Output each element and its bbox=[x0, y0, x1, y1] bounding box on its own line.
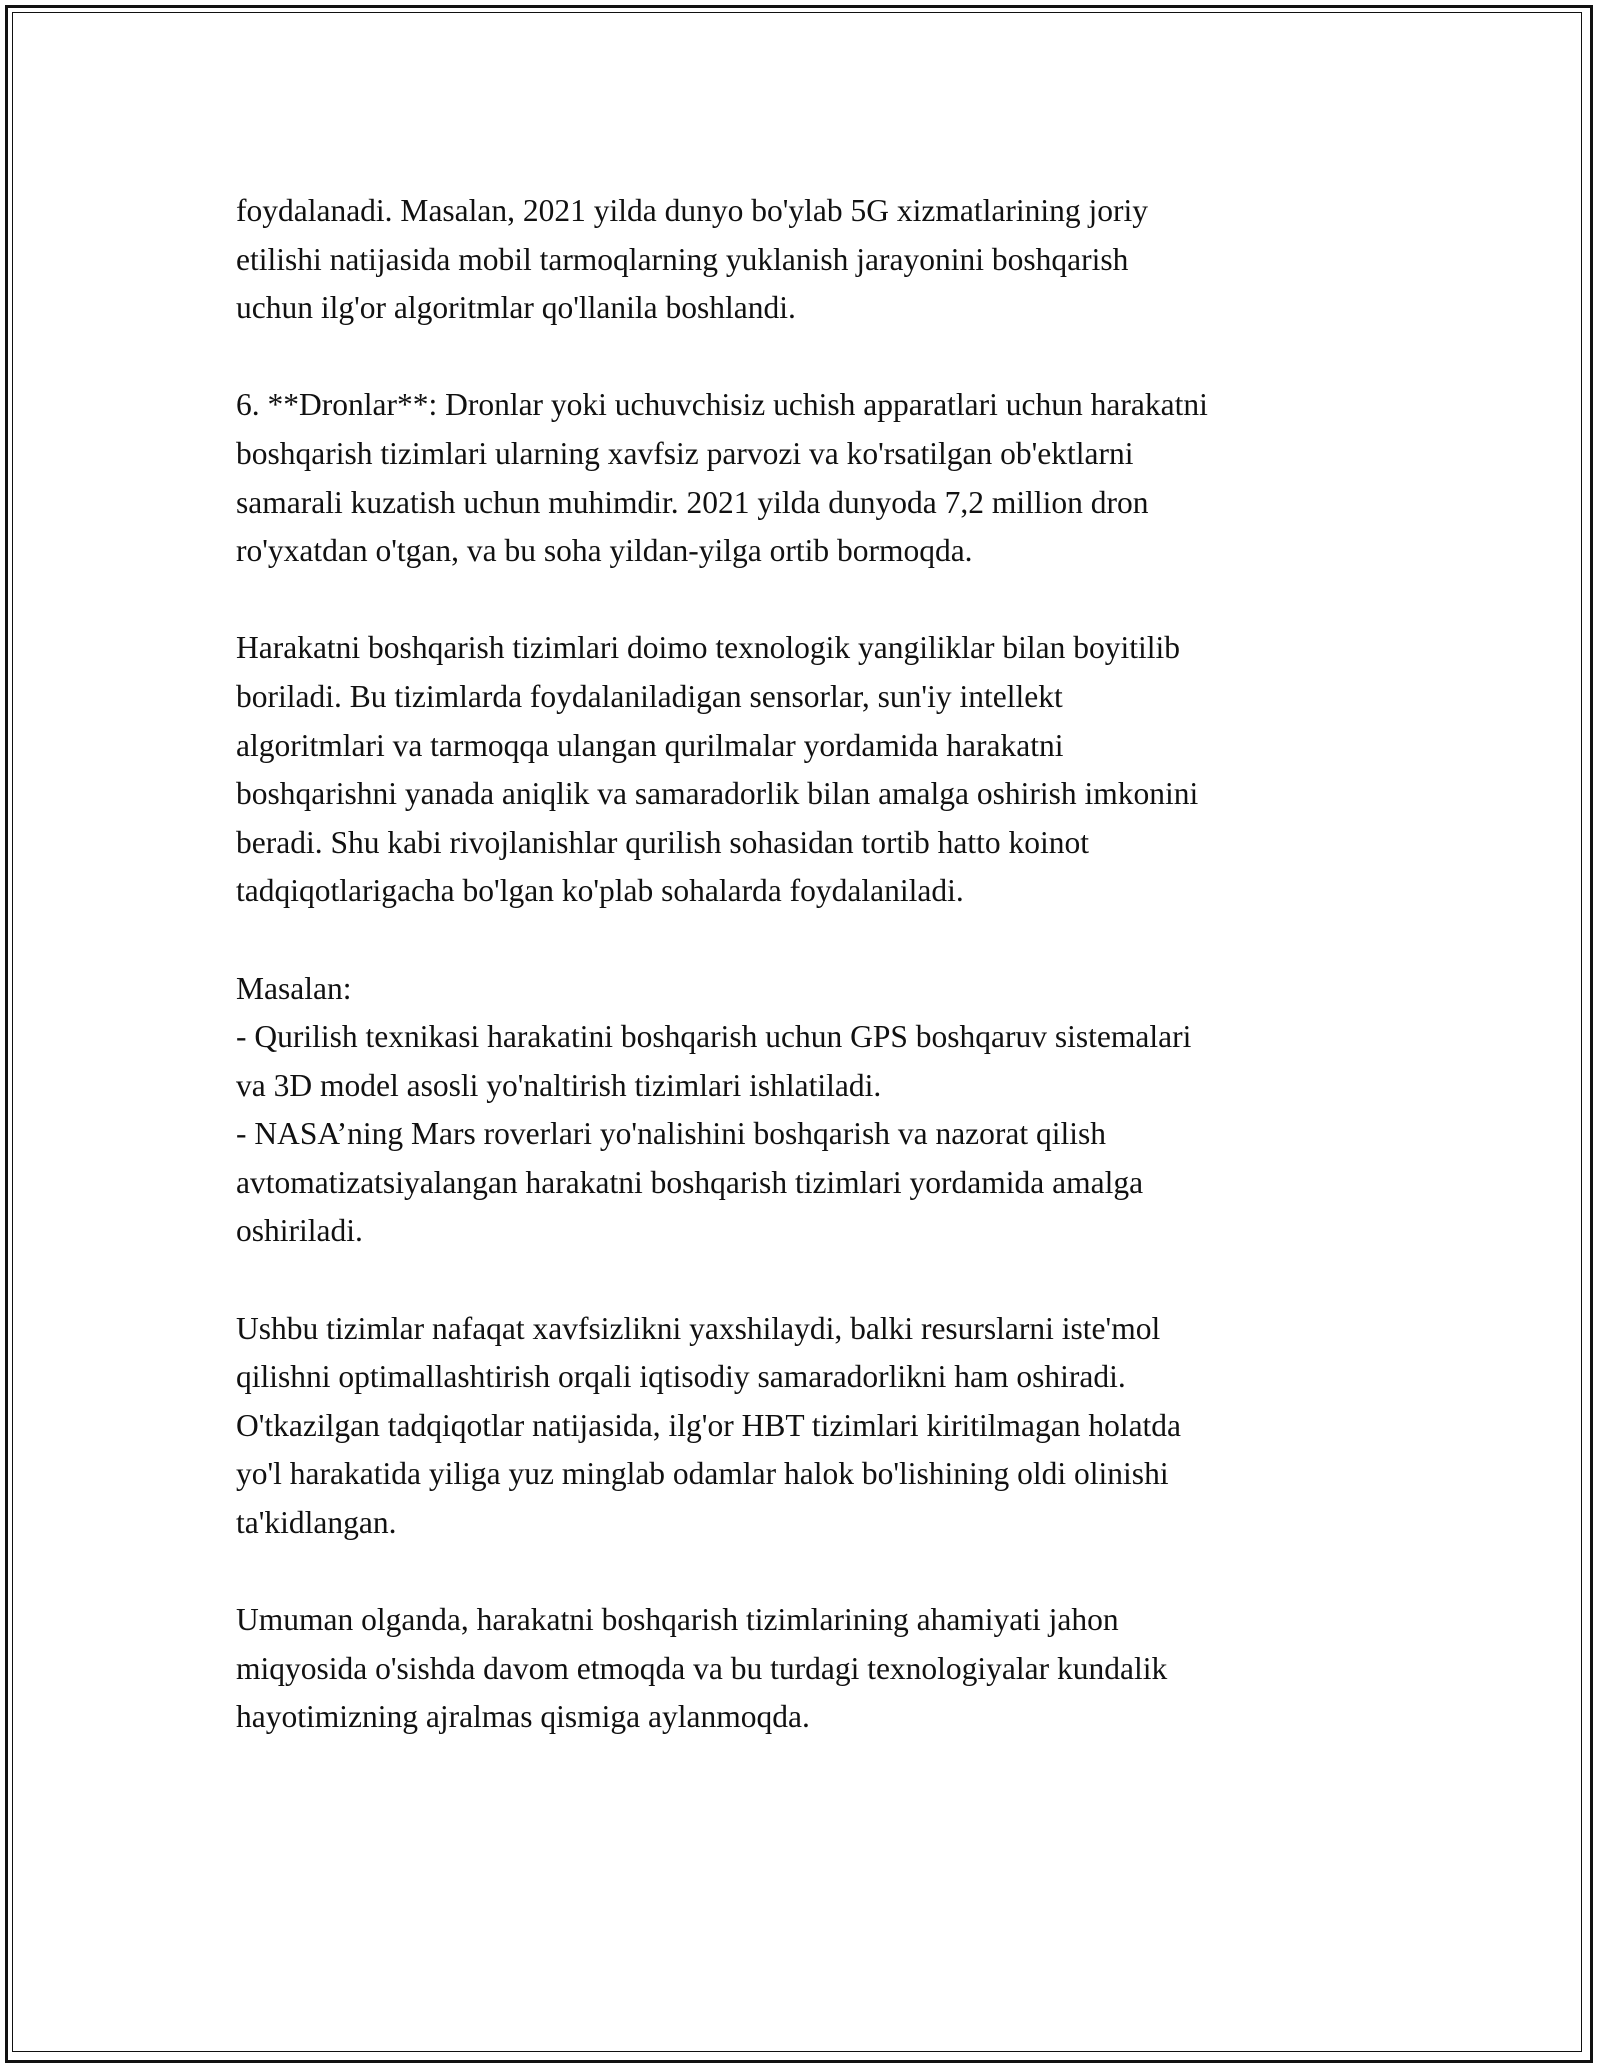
text-line: qilishni optimallashtirish orqali iqtisodiy samaradorlikni ham oshiradi. bbox=[236, 1359, 1126, 1395]
paragraph bbox=[236, 187, 1396, 333]
text-line: 6. **Dronlar**: Dronlar yoki uchuvchisiz uchish apparatlari uchun harakatni bbox=[236, 387, 1208, 423]
paragraph bbox=[236, 1305, 1396, 1548]
text-line: avtomatizatsiyalangan harakatni boshqarish tizimlari yordamida amalga bbox=[236, 1164, 1144, 1200]
text-line: miqyosida o'sishda davom etmoqda va bu turdagi texnologiyalar kundalik bbox=[236, 1650, 1168, 1686]
paragraph-gap bbox=[236, 916, 1396, 965]
text-line: Harakatni boshqarish tizimlari doimo texnologik yangiliklar bilan boyitilib bbox=[236, 630, 1180, 666]
document-body bbox=[236, 187, 1396, 1742]
text-line: Ushbu tizimlar nafaqat xavfsizlikni yaxshilaydi, balki resurslarni iste'mol bbox=[236, 1310, 1161, 1346]
text-line: Masalan: bbox=[236, 970, 352, 1006]
text-line: Umuman olganda, harakatni boshqarish tizimlarining ahamiyati jahon bbox=[236, 1602, 1119, 1638]
text-line: samarali kuzatish uchun muhimdir. 2021 yilda dunyoda 7,2 million dron bbox=[236, 484, 1149, 520]
text-line: uchun ilg'or algoritmlar qo'llanila boshlandi. bbox=[236, 290, 796, 326]
paragraph-gap bbox=[236, 1256, 1396, 1305]
paragraph bbox=[236, 965, 1396, 1257]
paragraph bbox=[236, 381, 1396, 575]
list-item: - NASA’ning Mars roverlari yo'nalishini boshqarish va nazorat qilish bbox=[236, 1116, 1107, 1152]
text-line: boshqarishni yanada aniqlik va samaradorlik bilan amalga oshirish imkonini bbox=[236, 776, 1199, 812]
list-item: - Qurilish texnikasi harakatini boshqarish uchun GPS boshqaruv sistemalari bbox=[236, 1019, 1192, 1055]
text-line: oshiriladi. bbox=[236, 1213, 363, 1249]
text-line: foydalanadi. Masalan, 2021 yilda dunyo bo'ylab 5G xizmatlarining joriy bbox=[236, 193, 1148, 228]
text-line: O'tkazilgan tadqiqotlar natijasida, ilg'or HBT tizimlari kiritilmagan holatda bbox=[236, 1407, 1182, 1443]
text-line: hayotimizning ajralmas qismiga aylanmoqda. bbox=[236, 1699, 810, 1735]
paragraph-gap bbox=[236, 576, 1396, 625]
paragraph bbox=[236, 1596, 1396, 1742]
text-line: yo'l harakatida yiliga yuz minglab odamlar halok bo'lishining oldi olinishi bbox=[236, 1456, 1169, 1492]
text-line: boshqarish tizimlari ularning xavfsiz parvozi va ko'rsatilgan ob'ektlarni bbox=[236, 435, 1134, 471]
text-line: boriladi. Bu tizimlarda foydalaniladigan sensorlar, sun'iy intellekt bbox=[236, 678, 1063, 714]
text-line: tadqiqotlarigacha bo'lgan ko'plab sohalarda foydalaniladi. bbox=[236, 873, 964, 909]
text-line: va 3D model asosli yo'naltirish tizimlari ishlatiladi. bbox=[236, 1067, 882, 1103]
text-line: algoritmlari va tarmoqqa ulangan qurilmalar yordamida harakatni bbox=[236, 727, 1064, 763]
paragraph-gap bbox=[236, 1548, 1396, 1597]
text-line: ta'kidlangan. bbox=[236, 1505, 397, 1541]
text-line: beradi. Shu kabi rivojlanishlar qurilish sohasidan tortib hatto koinot bbox=[236, 824, 1090, 860]
text-line: etilishi natijasida mobil tarmoqlarning yuklanish jarayonini boshqarish bbox=[236, 241, 1129, 277]
paragraph-gap bbox=[236, 333, 1396, 382]
text-line: ro'yxatdan o'tgan, va bu soha yildan-yilga ortib bormoqda. bbox=[236, 533, 973, 569]
paragraph bbox=[236, 624, 1396, 916]
